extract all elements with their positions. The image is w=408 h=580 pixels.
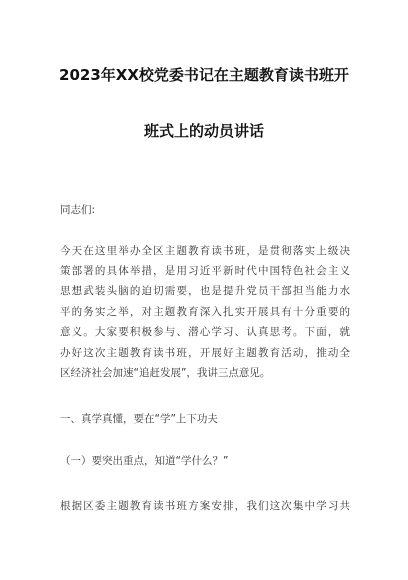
paragraph-line: 意义。大家要积极参与、潜心学习、认真思考。下面，就 <box>60 326 350 338</box>
paragraph-line: 今天在这里举办全区主题教育读书班，是贯彻落实上级决 <box>60 245 350 257</box>
subsection-heading-1: （一）要突出重点，知道“学什么？” <box>60 455 229 467</box>
paragraph-line: 平的务实之举，对主题教育深入扎实开展具有十分重要的 <box>60 306 350 318</box>
document-title-line-1: 2023年XX校党委书记在主题教育读书班开 <box>59 66 349 84</box>
paragraph-line: 根据区委主题教育读书班方案安排，我们这次集中学习共 <box>60 500 350 512</box>
document-title-line-2: 班式上的动员讲话 <box>143 122 264 140</box>
salutation: 同志们: <box>60 204 96 216</box>
paragraph-line: 办好这次主题教育读书班，开展好主题教育活动，推动全 <box>60 347 350 359</box>
paragraph-line: 区经济社会加速“追赶发展”，我讲三点意见。 <box>60 367 271 379</box>
section-heading-1: 一、真学真懂，要在“学”上下功夫 <box>60 413 218 425</box>
paragraph-line: 策部署的具体举措，是用习近平新时代中国特色社会主义 <box>60 265 350 277</box>
paragraph-line: 思想武装头脑的迫切需要，也是提升党员干部担当能力水 <box>60 285 350 297</box>
